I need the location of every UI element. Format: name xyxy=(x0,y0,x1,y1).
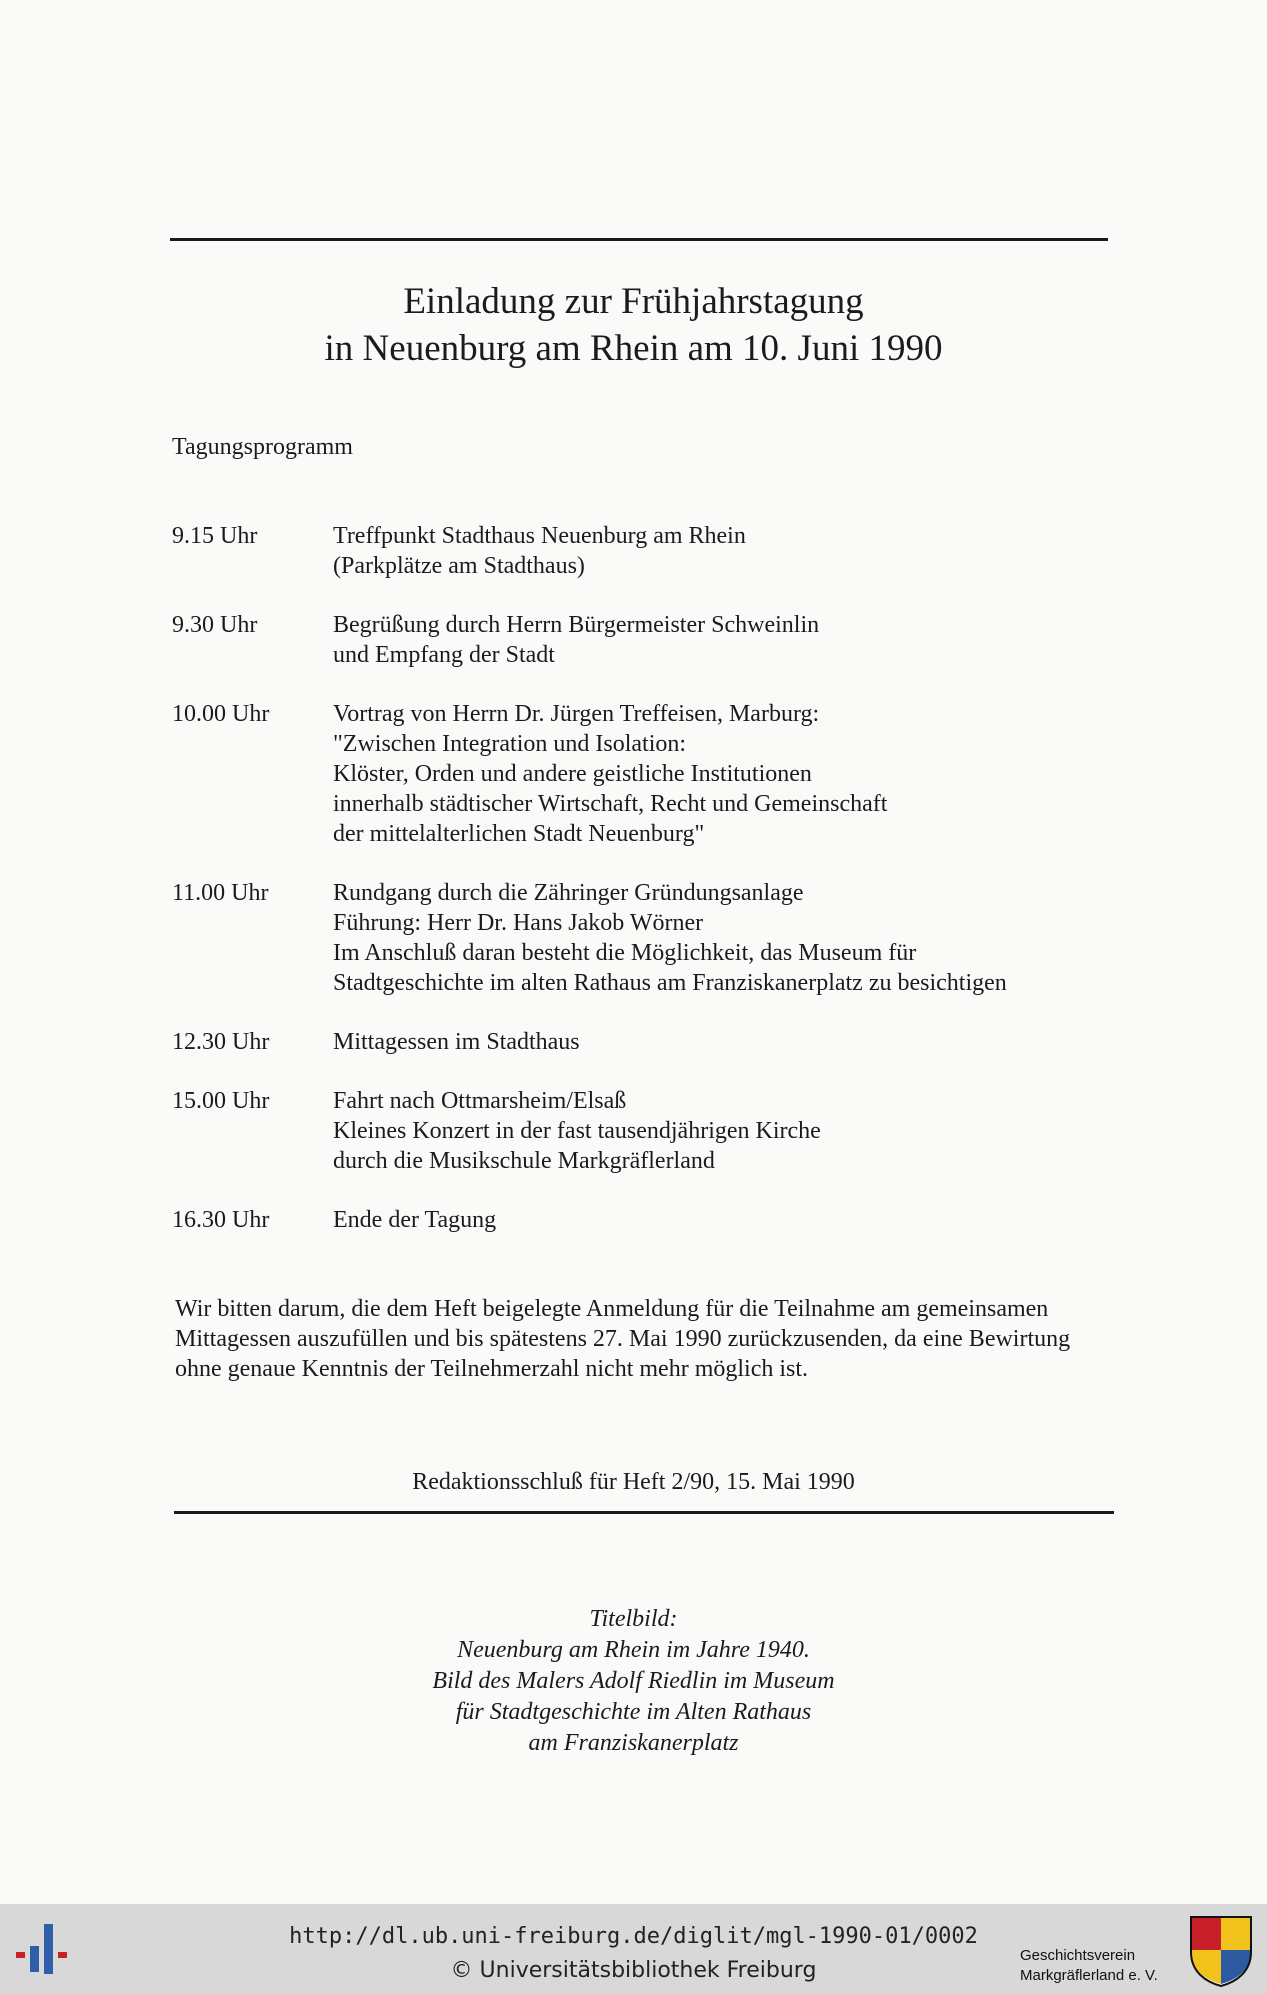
notice-line-3: ohne genaue Kenntnis der Teilnehmerzahl nicht mehr möglich ist. xyxy=(175,1356,809,1382)
schedule-entry xyxy=(172,1086,1172,1176)
schedule-time: 11.00 Uhr xyxy=(172,880,269,906)
schedule-description xyxy=(333,878,1172,998)
cover-line-1: Neuenburg am Rhein im Jahre 1940. xyxy=(457,1637,810,1663)
schedule-entry xyxy=(172,521,1172,581)
library-footer xyxy=(0,1904,1267,1994)
schedule-entry xyxy=(172,1205,1172,1235)
schedule-description-line: Begrüßung durch Herrn Bürgermeister Schweinlin xyxy=(333,612,820,638)
schedule-description-line: der mittelalterlichen Stadt Neuenburg" xyxy=(333,821,705,847)
schedule-time: 9.15 Uhr xyxy=(172,523,258,549)
notice-line-2: Mittagessen auszufüllen und bis spätestens 27. Mai 1990 zurückzusenden, da eine Bewirtung xyxy=(175,1326,1071,1352)
schedule-description-line: Klöster, Orden und andere geistliche Institutionen xyxy=(333,761,812,787)
title-line-1: Einladung zur Frühjahrstagung xyxy=(403,281,864,322)
notice-line-1: Wir bitten darum, die dem Heft beigelegte Anmeldung für die Teilnahme am gemeinsamen xyxy=(175,1296,1049,1322)
schedule-time: 9.30 Uhr xyxy=(172,612,258,638)
schedule-description-line: Fahrt nach Ottmarsheim/Elsaß xyxy=(333,1088,627,1114)
schedule-time: 16.30 Uhr xyxy=(172,1207,270,1233)
cover-caption xyxy=(0,1604,1267,1759)
schedule-description-line: "Zwischen Integration und Isolation: xyxy=(333,731,687,757)
page-title xyxy=(0,278,1267,372)
schedule-description xyxy=(333,1086,1172,1176)
schedule-description-line: (Parkplätze am Stadthaus) xyxy=(333,553,585,579)
schedule-description-line: innerhalb städtischer Wirtschaft, Recht und Gemeinschaft xyxy=(333,791,888,817)
section-label: Tagungsprogramm xyxy=(172,434,353,460)
schedule-description-line: Rundgang durch die Zähringer Gründungsanlage xyxy=(333,880,804,906)
schedule-description-line: Vortrag von Herrn Dr. Jürgen Treffeisen, Marburg: xyxy=(333,701,820,727)
title-line-2: in Neuenburg am Rhein am 10. Juni 1990 xyxy=(324,328,943,369)
schedule-description xyxy=(333,1027,1172,1057)
schedule-description-line: Mittagessen im Stadthaus xyxy=(333,1029,580,1055)
schedule-description-line: durch die Musikschule Markgräflerland xyxy=(333,1148,715,1174)
schedule-list xyxy=(172,521,1172,1264)
schedule-description-line: Kleines Konzert in der fast tausendjährigen Kirche xyxy=(333,1118,821,1144)
schedule-entry xyxy=(172,610,1172,670)
schedule-description-line: Führung: Herr Dr. Hans Jakob Wörner xyxy=(333,910,704,936)
cover-line-4: am Franziskanerplatz xyxy=(528,1730,739,1756)
schedule-description-line: Ende der Tagung xyxy=(333,1207,497,1233)
schedule-description xyxy=(333,699,1172,849)
schedule-description xyxy=(333,1205,1172,1235)
schedule-time: 12.30 Uhr xyxy=(172,1029,270,1055)
copyright-text: © Universitätsbibliothek Freiburg xyxy=(450,1958,817,1983)
registration-notice xyxy=(175,1294,1135,1384)
schedule-description-line: Treffpunkt Stadthaus Neuenburg am Rhein xyxy=(333,523,746,549)
coat-of-arms-icon xyxy=(1188,1914,1254,1988)
top-rule xyxy=(170,238,1108,241)
document-url-link[interactable]: http://dl.ub.uni-freiburg.de/diglit/mgl-1990-01/0002 xyxy=(289,1924,978,1949)
schedule-time: 15.00 Uhr xyxy=(172,1088,270,1114)
schedule-description-line: Im Anschluß daran besteht die Möglichkeit, das Museum für xyxy=(333,940,917,966)
cover-line-2: Bild des Malers Adolf Riedlin im Museum xyxy=(432,1668,835,1694)
schedule-description xyxy=(333,521,1172,581)
schedule-time: 10.00 Uhr xyxy=(172,701,270,727)
schedule-entry xyxy=(172,878,1172,998)
schedule-description xyxy=(333,610,1172,670)
schedule-entry xyxy=(172,699,1172,849)
society-line-2: Markgräflerland e. V. xyxy=(1020,1967,1158,1984)
editorial-deadline: Redaktionsschluß für Heft 2/90, 15. Mai 1990 xyxy=(412,1469,855,1495)
cover-line-3: für Stadtgeschichte im Alten Rathaus xyxy=(455,1699,812,1725)
cover-label: Titelbild: xyxy=(589,1606,678,1632)
bottom-rule xyxy=(174,1511,1114,1514)
schedule-description-line: Stadtgeschichte im alten Rathaus am Franziskanerplatz zu besichtigen xyxy=(333,970,1007,996)
society-name xyxy=(1020,1946,1158,1986)
society-line-1: Geschichtsverein xyxy=(1020,1947,1136,1964)
schedule-entry xyxy=(172,1027,1172,1057)
schedule-description-line: und Empfang der Stadt xyxy=(333,642,555,668)
